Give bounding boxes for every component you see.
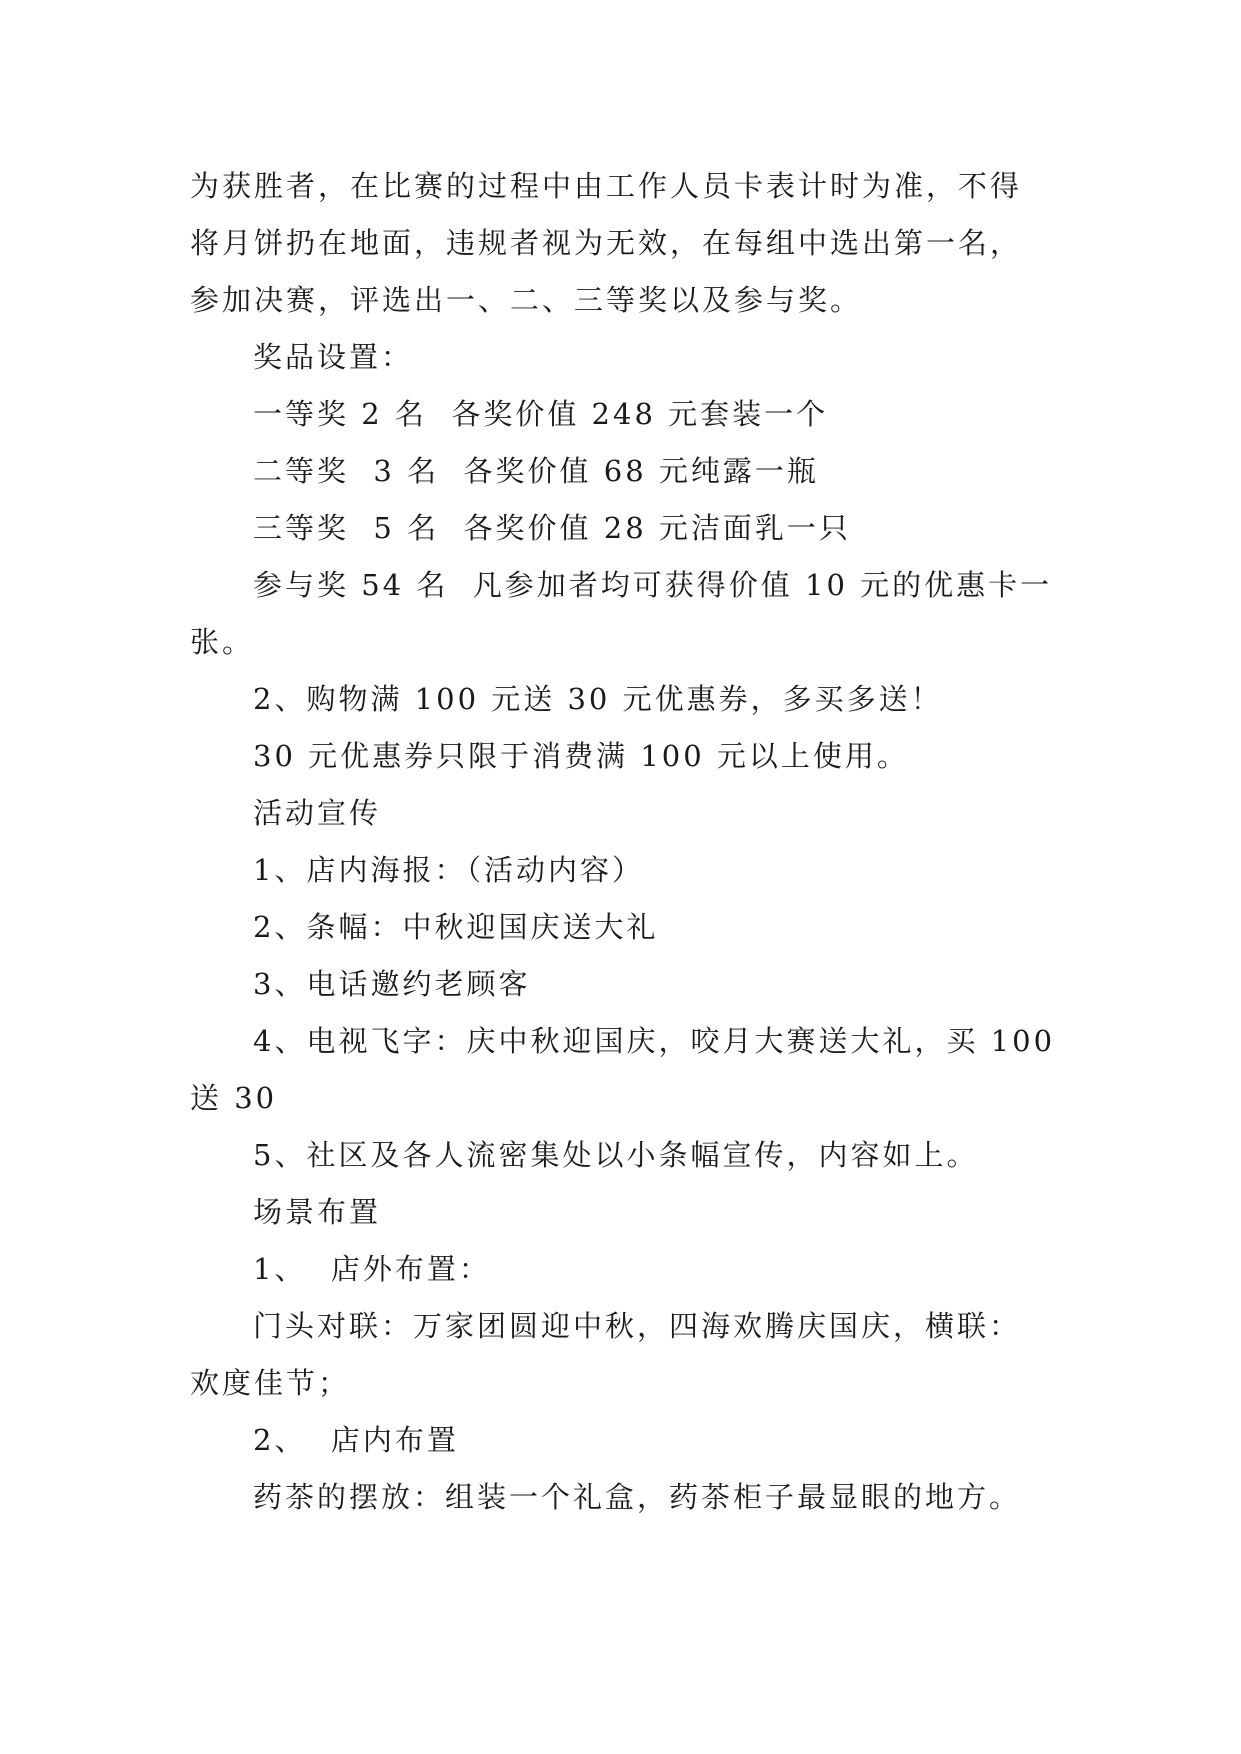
text-line: 欢度佳节；	[190, 1366, 351, 1400]
section-heading-prizes: 奖品设置：	[253, 340, 414, 374]
text-line: 4、电视飞字：庆中秋迎国庆，咬月大赛送大礼，买 100	[253, 1024, 1056, 1058]
section-heading-layout: 场景布置	[253, 1195, 382, 1229]
text-line: 参加决赛，评选出一、二、三等奖以及参与奖。	[190, 283, 863, 317]
text-line: 1、店内海报：（活动内容）	[253, 853, 644, 887]
text-line: 为获胜者，在比赛的过程中由工作人员卡表计时为准，不得	[190, 169, 1023, 203]
text-line: 参与奖 54 名 凡参加者均可获得价值 10 元的优惠卡一	[253, 568, 1053, 602]
text-line: 3、电话邀约老顾客	[253, 967, 531, 1001]
text-line: 2、条幅：中秋迎国庆送大礼	[253, 910, 659, 944]
text-line: 5、社区及各人流密集处以小条幅宣传，内容如上。	[253, 1138, 979, 1172]
text-line: 1、 店外布置：	[253, 1252, 491, 1286]
text-line: 药茶的摆放：组装一个礼盒，药茶柜子最显眼的地方。	[253, 1480, 1022, 1514]
text-line: 张。	[190, 625, 255, 659]
text-line: 30 元优惠券只限于消费满 100 元以上使用。	[253, 739, 909, 773]
text-line: 门头对联：万家团圆迎中秋，四海欢腾庆国庆，横联：	[253, 1309, 1022, 1343]
text-line: 送 30	[190, 1081, 278, 1115]
text-line: 三等奖 5 名 各奖价值 28 元洁面乳一只	[253, 511, 851, 545]
text-line: 一等奖 2 名 各奖价值 248 元套装一个	[253, 397, 829, 431]
text-line: 2、 店内布置	[253, 1423, 459, 1457]
text-line: 将月饼扔在地面，违规者视为无效，在每组中选出第一名，	[190, 226, 1023, 260]
text-line: 二等奖 3 名 各奖价值 68 元纯露一瓶	[253, 454, 819, 488]
text-line: 2、购物满 100 元送 30 元优惠券，多买多送！	[253, 682, 943, 716]
section-heading-promotion: 活动宣传	[253, 796, 382, 830]
